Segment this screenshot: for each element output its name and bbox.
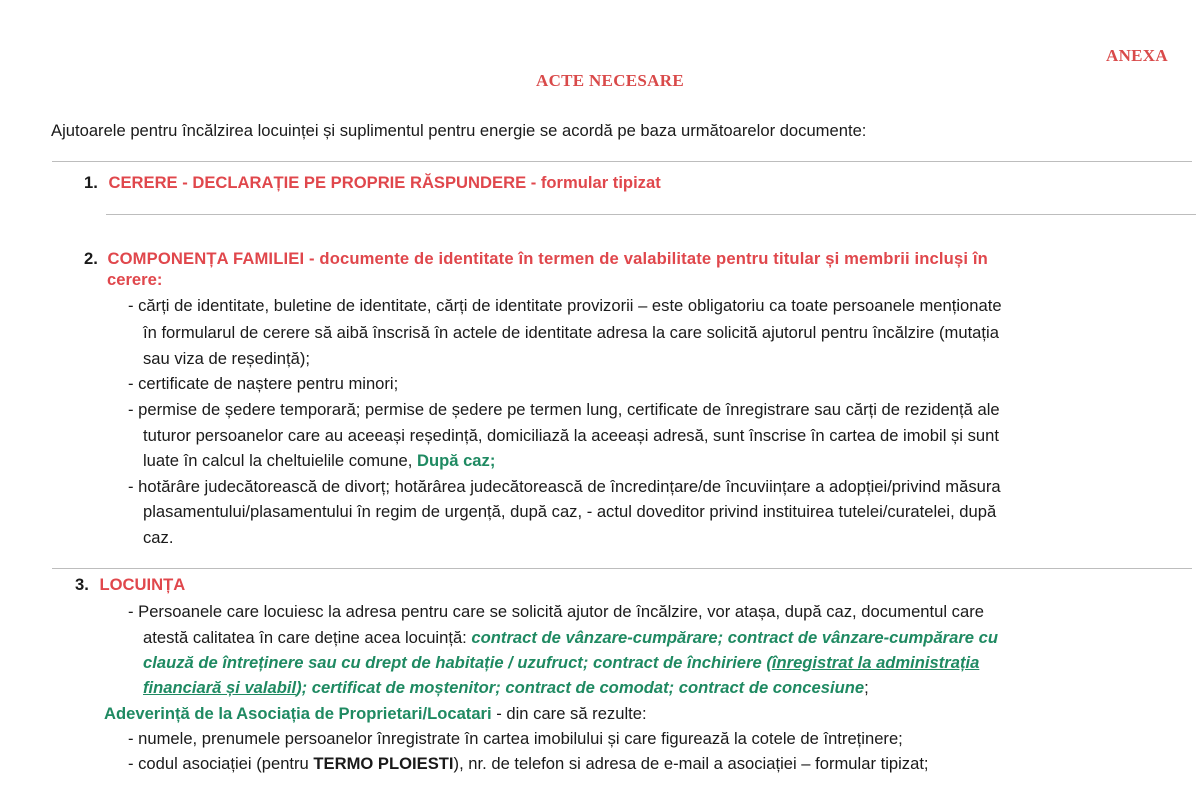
list-item: - hotărâre judecătorească de divorț; hotărârea judecătorească de încredințare/de încuviințare a adopției/privind măsura bbox=[128, 477, 1001, 496]
list-item: plasamentului/plasamentului în regim de urgență, după caz, - actul doveditor privind instituirea tutelei/curatelei, după bbox=[143, 502, 997, 521]
intro-text: Ajutoarele pentru încălzirea locuinței și suplimentul pentru energie se acordă pe baza următoarelor documente: bbox=[51, 121, 867, 140]
list-item: - cărți de identitate, buletine de identitate, cărți de identitate provizorii – este obligatoriu ca toate persoanele menționate bbox=[128, 296, 1002, 315]
list-item bbox=[143, 628, 998, 648]
list-item: - permise de ședere temporară; permise de ședere pe termen lung, certificate de înregistrare sau cărți de rezidență ale bbox=[128, 400, 1000, 419]
section-3-heading bbox=[75, 575, 185, 595]
list-item-note: După caz; bbox=[416, 451, 496, 470]
certificate-text: - din care să rezulte: bbox=[491, 704, 647, 723]
divider bbox=[52, 568, 1192, 569]
list-item: - certificate de naștere pentru minori; bbox=[128, 374, 399, 393]
document-types-underlined: financiară și valabil bbox=[143, 678, 297, 697]
section-1 bbox=[84, 173, 661, 193]
list-item-text: - codul asociației (pentru bbox=[128, 754, 314, 773]
section-2-title: COMPONENȚA FAMILIEI - documente de identitate în termen de valabilitate pentru titular și membrii incluși în bbox=[107, 249, 988, 268]
document-types: ); certificat de moștenitor; contract de comodat; contract de concesiune bbox=[296, 678, 865, 697]
list-item: sau viza de reședință); bbox=[143, 349, 310, 368]
section-2-number: 2. bbox=[84, 249, 98, 268]
list-item bbox=[143, 678, 869, 698]
divider bbox=[52, 161, 1192, 162]
list-item-bold: TERMO PLOIESTI bbox=[313, 754, 454, 773]
list-item: - numele, prenumele persoanelor înregistrate în cartea imobilului și care figurează la cotele de întreținere; bbox=[128, 729, 903, 748]
certificate-line bbox=[104, 704, 647, 724]
section-2-heading bbox=[84, 249, 1168, 269]
document-types: contract de vânzare-cumpărare; contract de vânzare-cumpărare cu bbox=[471, 628, 999, 647]
section-1-number: 1. bbox=[84, 173, 98, 192]
list-item-text: luate în calcul la cheltuielile comune, bbox=[143, 451, 413, 470]
section-2-title-cont: cerere: bbox=[107, 270, 163, 289]
list-item-text: atestă calitatea în care deține acea locuință: bbox=[143, 628, 467, 647]
section-3-number: 3. bbox=[75, 575, 89, 594]
list-item bbox=[128, 754, 929, 774]
list-item: - Persoanele care locuiesc la adresa pentru care se solicită ajutor de încălzire, vor atașa, după caz, documentul care bbox=[128, 602, 984, 621]
list-item: în formularul de cerere să aibă înscrisă în actele de identitate adresa la care solicită ajutorul pentru încălzire (mutația bbox=[143, 323, 999, 342]
page-title: ACTE NECESARE bbox=[536, 71, 684, 90]
section-3-title: LOCUINȚA bbox=[99, 575, 186, 594]
document-types: clauză de întreținere sau cu drept de habitație / uzufruct; contract de închiriere ( bbox=[143, 653, 772, 672]
list-item: caz. bbox=[143, 528, 174, 547]
list-item-text: ; bbox=[864, 678, 869, 697]
divider bbox=[106, 214, 1196, 215]
list-item: tuturor persoanelor care au aceeași reședință, domiciliază la aceeași adresă, sunt înscrise în cartea de imobil și sunt bbox=[143, 426, 999, 445]
list-item bbox=[143, 451, 495, 471]
list-item-text: ), nr. de telefon si adresa de e-mail a asociației – formular tipizat; bbox=[453, 754, 929, 773]
certificate-title: Adeverință de la Asociația de Proprietari/Locatari bbox=[104, 704, 492, 723]
document-types-underlined: înregistrat la administrația bbox=[771, 653, 980, 672]
annex-label: ANEXA bbox=[1106, 46, 1168, 65]
section-1-title: CERERE - DECLARAȚIE PE PROPRIE RĂSPUNDERE - formular tipizat bbox=[108, 173, 661, 192]
list-item bbox=[143, 653, 979, 673]
